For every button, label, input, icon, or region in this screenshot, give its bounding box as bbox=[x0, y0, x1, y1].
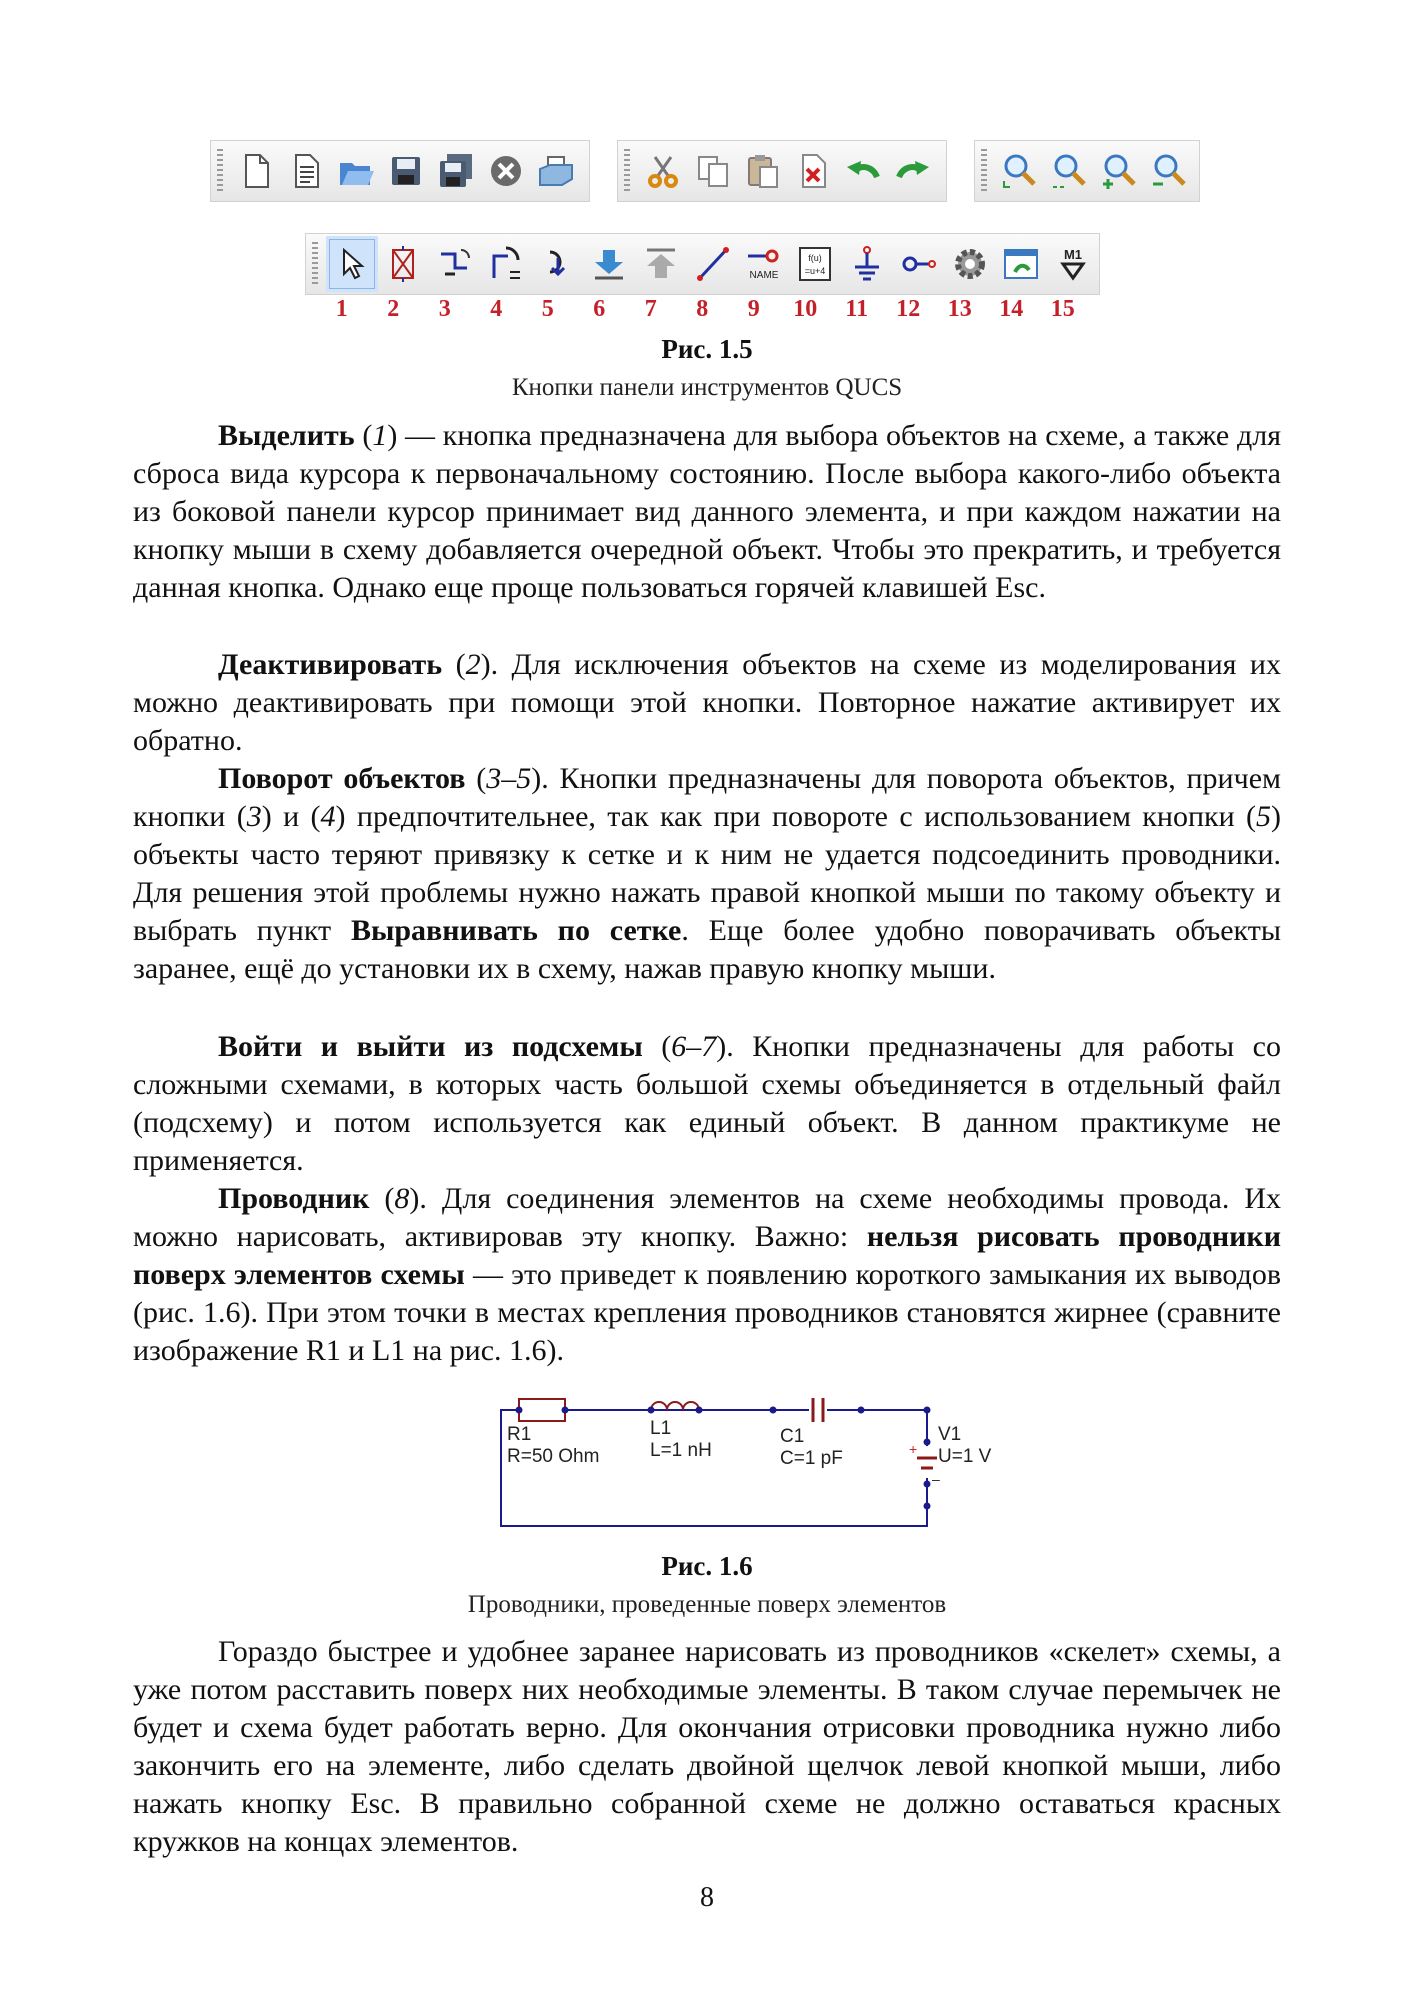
exit-subcircuit-button[interactable] bbox=[635, 236, 687, 292]
l1-name: L1 bbox=[650, 1418, 672, 1439]
select-button[interactable] bbox=[326, 236, 378, 292]
port-icon bbox=[898, 244, 938, 284]
junction-dot bbox=[770, 1407, 777, 1414]
new-text-icon bbox=[286, 151, 326, 191]
arrow-cursor-icon bbox=[332, 244, 372, 284]
tool-number: 14 bbox=[999, 296, 1024, 322]
copy-icon bbox=[693, 151, 733, 191]
v1-plus-sign: + bbox=[909, 1441, 918, 1457]
tool-number: 4 bbox=[490, 296, 503, 322]
paragraph-text: Гораздо быстрее и удобнее заранее нарисовать из проводников «скелет» схемы, а уже потом расставить поверх них необходимые элементы. В таком случае перемычек не будет и схема будет работать верно. Для окончания отрисовки проводника нужно либо закончить его на элементе, либо сделать двойной щелчок левой кнопкой мыши, либо нажать кнопку Esc. В правильно собранной схеме не должно оставаться красных кружков на концах элементов. bbox=[133, 1635, 1281, 1859]
paste-button[interactable] bbox=[738, 143, 788, 199]
edit-toolbar bbox=[617, 140, 947, 202]
menu-item-reference: Выравнивать по сетке bbox=[350, 914, 682, 948]
paste-icon bbox=[743, 151, 783, 191]
term-deactivate: Деактивировать bbox=[218, 648, 443, 681]
view-data-icon bbox=[1001, 244, 1041, 284]
junction-dot bbox=[562, 1407, 569, 1414]
warning-text: нельзя рисовать проводники поверх элементов схемы bbox=[133, 1220, 1281, 1292]
arrow-up-icon bbox=[641, 244, 681, 284]
tool-number: 6 bbox=[593, 296, 606, 322]
save-all-button[interactable] bbox=[431, 143, 481, 199]
paragraph-select: Выделить (1) — кнопка предназначена для выбора объектов на схеме, а также для сброса вида курсора к первоначальному состоянию. После выбора какого-либо объекта из боковой панели курсор принимает вид данного элемента, и при каждом нажатии на кнопку мыши в схему добавляется очередной объект. Чтобы это прекратить, и требуется данная кнопка. Однако еще проще пользоваться горячей клавишей Esc. bbox=[133, 419, 1281, 605]
junction-dot bbox=[516, 1407, 523, 1414]
r1-value: R=50 Ohm bbox=[507, 1446, 600, 1467]
ref-number: 5 bbox=[1256, 800, 1271, 834]
resistor-r1 bbox=[519, 1399, 565, 1421]
toolbar-grip[interactable] bbox=[981, 149, 987, 193]
name-label-text: NAME bbox=[749, 270, 779, 281]
new-file-icon bbox=[236, 151, 276, 191]
v1-value: U=1 V bbox=[938, 1446, 992, 1467]
term-subcircuit: Войти и выйти из подсхемы bbox=[218, 1030, 643, 1063]
term-rotate: Поворот объектов bbox=[218, 762, 466, 795]
new-text-button[interactable] bbox=[281, 143, 331, 199]
zoom-1to1-icon bbox=[1050, 151, 1090, 191]
zoom-in-icon bbox=[1100, 151, 1140, 191]
deactivate-icon bbox=[383, 244, 423, 284]
page-number: 8 bbox=[700, 1882, 714, 1913]
tool-number: 3 bbox=[438, 296, 451, 322]
tool-number: 15 bbox=[1050, 296, 1075, 322]
wire-label-button[interactable] bbox=[738, 236, 790, 292]
cut-button[interactable] bbox=[638, 143, 688, 199]
equation-top-text: f(u) bbox=[808, 253, 822, 263]
marker-text: M1 bbox=[1063, 247, 1082, 262]
mirror-x-icon bbox=[486, 244, 526, 284]
paragraph-text: . Для исключения объектов на схеме из моделирования их можно деактивировать при помощи этой кнопки. Повторное нажатие активирует их обратно. bbox=[133, 648, 1281, 758]
r1-name: R1 bbox=[507, 1424, 532, 1445]
port-button[interactable] bbox=[893, 236, 945, 292]
save-all-icon bbox=[436, 151, 476, 191]
tool-number: 7 bbox=[644, 296, 657, 322]
ground-icon bbox=[847, 244, 887, 284]
circuit-diagram bbox=[495, 1388, 992, 1533]
equation-bottom-text: =u+4 bbox=[804, 266, 826, 276]
figure-1-5-title: Рис. 1.5 bbox=[661, 334, 753, 364]
l1-value: L=1 nH bbox=[650, 1440, 712, 1461]
marker-button[interactable] bbox=[1047, 236, 1099, 292]
rotate-icon bbox=[435, 244, 475, 284]
open-folder-icon bbox=[336, 151, 376, 191]
zoom-fit-icon bbox=[1000, 151, 1040, 191]
ref-number: 1 bbox=[372, 419, 388, 452]
rotate-button[interactable] bbox=[429, 236, 481, 292]
ref-number: 3–5 bbox=[486, 762, 532, 795]
close-button[interactable] bbox=[481, 143, 531, 199]
save-icon bbox=[386, 151, 426, 191]
paragraph-subcircuit: Войти и выйти из подсхемы (6–7). Кнопки предназначены для работы со сложными схемами, в которых часть большой схемы объединяется в отдельный файл (подсхему) и потом используется как единый объект. В данном практикуме не применяется. bbox=[133, 1030, 1281, 1178]
paragraph-text: — это приведет к появлению короткого замыкания их выводов (рис. 1.6). При этом точки в местах крепления проводников становятся жирнее (сравните изображение R1 и L1 на рис. 1.6). bbox=[133, 1258, 1281, 1368]
junction-dot bbox=[858, 1407, 865, 1414]
mirror-y-button[interactable] bbox=[532, 236, 584, 292]
equation-button[interactable] bbox=[790, 236, 842, 292]
tools-toolbar bbox=[305, 233, 1100, 295]
wire-icon bbox=[692, 244, 732, 284]
junction-dot bbox=[924, 1407, 931, 1414]
deactivate-button[interactable] bbox=[378, 236, 430, 292]
print-icon bbox=[536, 151, 576, 191]
figure-1-6-subtitle: Проводники, проведенные поверх элементов bbox=[467, 1591, 947, 1618]
ref-number: 4 bbox=[320, 800, 336, 834]
undo-button[interactable] bbox=[838, 143, 888, 199]
print-button[interactable] bbox=[531, 143, 581, 199]
marker-icon bbox=[1053, 244, 1093, 284]
junction-dot bbox=[924, 1439, 931, 1446]
term-select: Выделить bbox=[218, 419, 355, 452]
tool-number: 10 bbox=[793, 296, 818, 322]
c1-value: C=1 pF bbox=[780, 1448, 843, 1469]
c1-name: C1 bbox=[780, 1426, 805, 1447]
paragraph-skeleton bbox=[133, 1633, 1281, 1862]
zoom-fit-button[interactable] bbox=[995, 143, 1045, 199]
copy-button[interactable] bbox=[688, 143, 738, 199]
paragraph-text: — кнопка предназначена для выбора объектов на схеме, а также для сброса вида курсора к первоначальному состоянию. После выбора какого-либо объекта из боковой панели курсор принимает вид данного элемента, и при каждом нажатии на кнопку мыши в схему добавляется очередной объект. Чтобы это прекратить, и требуется данная кнопка. Однако еще проще пользоваться горячей клавишей Esc. bbox=[133, 419, 1281, 605]
wire-loop bbox=[501, 1410, 927, 1526]
paragraph-text: ) и ( bbox=[261, 800, 321, 834]
undo-icon bbox=[843, 151, 883, 191]
zoom-out-icon bbox=[1150, 151, 1190, 191]
file-toolbar bbox=[210, 140, 590, 202]
gear-icon bbox=[950, 244, 990, 284]
paragraph-text: . Для соединения элементов на схеме необходимы провода. Их можно нарисовать, активировав эту кнопку. Важно: bbox=[133, 1182, 1281, 1254]
toolbar-grip[interactable] bbox=[312, 242, 318, 286]
paragraph-text: . Кнопки предназначены для поворота объектов, причем кнопки ( bbox=[133, 762, 1282, 834]
view-toolbar bbox=[974, 140, 1200, 202]
junction-dot bbox=[924, 1503, 931, 1510]
tool-number: 5 bbox=[541, 296, 554, 322]
ref-number: 8 bbox=[394, 1182, 410, 1215]
zoom-1to1-button[interactable] bbox=[1045, 143, 1095, 199]
ref-number: 2 bbox=[465, 648, 481, 681]
figure-1-6-title: Рис. 1.6 bbox=[661, 1551, 753, 1581]
name-label-icon bbox=[744, 244, 784, 284]
equation-icon bbox=[795, 244, 835, 284]
ref-number: 3 bbox=[246, 800, 262, 834]
tool-number: 1 bbox=[335, 296, 348, 322]
mirror-y-icon bbox=[538, 244, 578, 284]
tool-numbers bbox=[316, 296, 1089, 323]
paragraph-text: ) предпочтительнее, так как при повороте с использованием кнопки ( bbox=[335, 800, 1256, 834]
junction-dot bbox=[924, 1481, 931, 1488]
tool-number: 11 bbox=[845, 296, 869, 322]
close-icon bbox=[486, 151, 526, 191]
view-data-button[interactable] bbox=[996, 236, 1048, 292]
redo-button[interactable] bbox=[888, 143, 938, 199]
ref-number: 6–7 bbox=[671, 1030, 717, 1063]
paragraph-wire: Проводник (8). Для соединения элементов на схеме необходимы провода. Их можно нарисовать, активировав эту кнопку. Важно: нельзя рисовать проводники поверх элементов схемы — это приведет к появлению короткого замыкания их выводов (рис. 1.6). При этом точки в местах крепления проводников становятся жирнее (сравните изображение R1 и L1 на рис. 1.6). bbox=[133, 1182, 1281, 1368]
tool-number: 12 bbox=[896, 296, 921, 322]
toolbar-grip[interactable] bbox=[624, 149, 630, 193]
save-button[interactable] bbox=[381, 143, 431, 199]
delete-button[interactable] bbox=[788, 143, 838, 199]
simulate-button[interactable] bbox=[944, 236, 996, 292]
ground-button[interactable] bbox=[841, 236, 893, 292]
zoom-in-button[interactable] bbox=[1095, 143, 1145, 199]
mirror-x-button[interactable] bbox=[481, 236, 533, 292]
junction-dot bbox=[648, 1407, 655, 1414]
term-wire: Проводник bbox=[218, 1182, 370, 1215]
open-button[interactable] bbox=[331, 143, 381, 199]
arrow-down-icon bbox=[589, 244, 629, 284]
paragraph-rotate: Поворот объектов (3–5). Кнопки предназначены для поворота объектов, причем кнопки (3) и (4) предпочтительнее, так как при повороте с использованием кнопки (5) объекты часто теряют привязку к сетке и к ним не удается подсоединить проводники. Для решения этой проблемы нужно нажать правой кнопкой мыши по такому объекту и выбрать пункт Выравнивать по сетке. Еще более удобно поворачивать объекты заранее, ещё до установки их в схему, нажав правую кнопку мыши. bbox=[133, 762, 1282, 986]
new-file-button[interactable] bbox=[231, 143, 281, 199]
inductor-l1 bbox=[651, 1402, 699, 1410]
junction-dot bbox=[696, 1407, 703, 1414]
redo-icon bbox=[893, 151, 933, 191]
wire-button[interactable] bbox=[687, 236, 739, 292]
paragraph-deactivate: Деактивировать (2). Для исключения объектов на схеме из моделирования их можно деактивировать при помощи этой кнопки. Повторное нажатие активирует их обратно. bbox=[133, 648, 1281, 758]
capacitor-c1 bbox=[809, 1398, 827, 1422]
v1-name: V1 bbox=[938, 1424, 962, 1445]
figure-1-5-subtitle: Кнопки панели инструментов QUCS bbox=[511, 374, 903, 401]
tool-number: 8 bbox=[696, 296, 709, 322]
enter-subcircuit-button[interactable] bbox=[584, 236, 636, 292]
tool-number: 9 bbox=[747, 296, 760, 322]
tool-number: 2 bbox=[387, 296, 400, 322]
paragraph-text: . Еще более удобно поворачивать объекты заранее, ещё до установки их в схему, нажав правую кнопку мыши. bbox=[133, 914, 1281, 986]
delete-icon bbox=[793, 151, 833, 191]
tool-number: 13 bbox=[947, 296, 972, 322]
paragraph-text: ) объекты часто теряют привязку к сетке и к ним не удается подсоединить проводники. Для решения этой проблемы нужно нажать правой кнопкой мыши по такому объекту и выбрать пункт bbox=[133, 800, 1281, 948]
v1-minus-sign: – bbox=[932, 1471, 940, 1487]
cut-icon bbox=[643, 151, 683, 191]
paragraph-text: . Кнопки предназначены для работы со сложными схемами, в которых часть большой схемы объединяется в отдельный файл (подсхему) и потом используется как единый объект. В данном практикуме не применяется. bbox=[133, 1030, 1281, 1178]
toolbar-grip[interactable] bbox=[217, 149, 223, 193]
voltage-source-v1 bbox=[909, 1441, 940, 1487]
zoom-out-button[interactable] bbox=[1145, 143, 1195, 199]
